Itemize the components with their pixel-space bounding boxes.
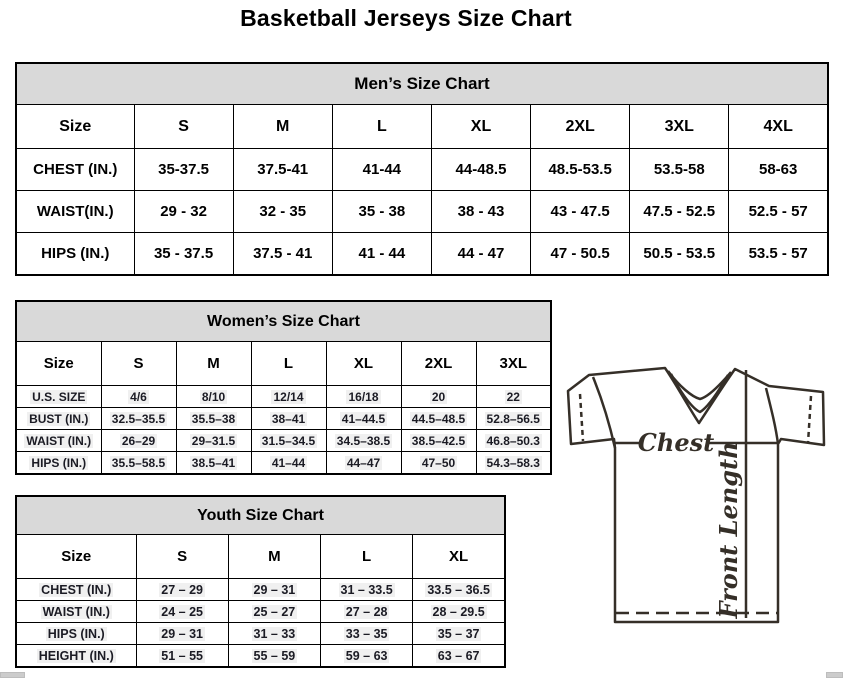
size-value-cell: 47 - 50.5 bbox=[531, 233, 630, 276]
size-value-cell: 32 - 35 bbox=[233, 191, 332, 233]
size-header-label: Size bbox=[16, 535, 136, 579]
measurement-label bbox=[16, 386, 101, 408]
cell-text: 31 – 33 bbox=[253, 626, 296, 641]
measurement-label bbox=[16, 408, 101, 430]
size-value-cell bbox=[476, 386, 551, 408]
size-column-4xl: 4XL bbox=[729, 105, 828, 149]
cell-text: HIPS (IN.) bbox=[31, 455, 87, 470]
cell-text: HIPS (IN.) bbox=[47, 626, 105, 641]
size-column-xl: XL bbox=[326, 342, 401, 386]
measurement-label: CHEST (IN.) bbox=[16, 149, 134, 191]
size-value-cell: 53.5 - 57 bbox=[729, 233, 828, 276]
size-column-m: M bbox=[228, 535, 320, 579]
womens-measurement-row bbox=[16, 430, 551, 452]
youth-header-row bbox=[16, 496, 505, 535]
measurement-label bbox=[16, 601, 136, 623]
size-value-cell bbox=[101, 430, 176, 452]
size-value-cell bbox=[326, 408, 401, 430]
cell-text: 24 – 25 bbox=[161, 604, 203, 619]
cell-text: BUST (IN.) bbox=[29, 411, 89, 426]
size-value-cell: 41-44 bbox=[332, 149, 431, 191]
cell-text: WAIST (IN.) bbox=[26, 433, 92, 448]
jersey-measurement-diagram bbox=[562, 362, 839, 628]
size-value-cell bbox=[176, 386, 251, 408]
cell-text: 51 – 55 bbox=[161, 648, 203, 663]
cell-text: WAIST (IN.) bbox=[42, 604, 110, 619]
womens-measurement-row bbox=[16, 386, 551, 408]
size-value-cell: 35 - 38 bbox=[332, 191, 431, 233]
womens-table-title: Women’s Size Chart bbox=[16, 301, 551, 342]
cell-text: 41–44.5 bbox=[341, 411, 386, 426]
cell-text: 29–31.5 bbox=[191, 433, 236, 448]
youth-size-row bbox=[16, 535, 505, 579]
size-value-cell: 43 - 47.5 bbox=[531, 191, 630, 233]
cell-text: 32.5–35.5 bbox=[111, 411, 166, 426]
size-value-cell: 41 - 44 bbox=[332, 233, 431, 276]
womens-header-row bbox=[16, 301, 551, 342]
size-value-cell: 37.5-41 bbox=[233, 149, 332, 191]
size-value-cell bbox=[228, 645, 320, 668]
size-value-cell bbox=[251, 452, 326, 475]
cell-text: 38–41 bbox=[271, 411, 306, 426]
measurement-label bbox=[16, 452, 101, 475]
cell-text: 34.5–38.5 bbox=[336, 433, 391, 448]
size-value-cell bbox=[136, 601, 228, 623]
size-column-2xl: 2XL bbox=[531, 105, 630, 149]
size-column-m: M bbox=[233, 105, 332, 149]
cell-text: 27 – 29 bbox=[161, 582, 203, 597]
size-value-cell bbox=[401, 452, 476, 475]
size-column-s: S bbox=[136, 535, 228, 579]
measurement-label bbox=[16, 430, 101, 452]
jersey-outline-shape bbox=[568, 368, 824, 622]
mens-measurement-row bbox=[16, 191, 828, 233]
size-value-cell bbox=[321, 623, 413, 645]
cell-text: 31.5–34.5 bbox=[261, 433, 316, 448]
mens-table-title: Men’s Size Chart bbox=[16, 63, 828, 105]
size-column-m: M bbox=[176, 342, 251, 386]
size-value-cell bbox=[413, 645, 505, 668]
size-value-cell bbox=[251, 386, 326, 408]
cell-text: 33.5 – 36.5 bbox=[427, 582, 490, 597]
cell-text: 38.5–42.5 bbox=[411, 433, 466, 448]
size-value-cell bbox=[321, 645, 413, 668]
cell-text: HEIGHT (IN.) bbox=[38, 648, 114, 663]
cell-text: 54.3–58.3 bbox=[486, 455, 540, 470]
cell-text: CHEST (IN.) bbox=[41, 582, 112, 597]
cell-text: 33 – 35 bbox=[345, 626, 388, 641]
size-value-cell bbox=[321, 579, 413, 601]
measurement-label bbox=[16, 579, 136, 601]
size-value-cell bbox=[476, 408, 551, 430]
measurement-label bbox=[16, 645, 136, 668]
size-value-cell: 52.5 - 57 bbox=[729, 191, 828, 233]
size-value-cell: 50.5 - 53.5 bbox=[630, 233, 729, 276]
size-column-3xl: 3XL bbox=[630, 105, 729, 149]
size-value-cell: 38 - 43 bbox=[431, 191, 530, 233]
size-header-label: Size bbox=[16, 105, 134, 149]
cell-text: 25 – 27 bbox=[253, 604, 296, 619]
cell-text: 35.5–58.5 bbox=[111, 455, 166, 470]
size-value-cell: 47.5 - 52.5 bbox=[630, 191, 729, 233]
mens-size-table bbox=[15, 62, 829, 276]
page-title: Basketball Jerseys Size Chart bbox=[240, 5, 572, 31]
youth-measurement-row bbox=[16, 579, 505, 601]
cell-text: 59 – 63 bbox=[345, 648, 388, 663]
cell-text: 28 – 29.5 bbox=[432, 604, 485, 619]
cell-text: 12/14 bbox=[273, 389, 304, 404]
size-value-cell: 44 - 47 bbox=[431, 233, 530, 276]
measurement-label bbox=[16, 623, 136, 645]
size-column-l: L bbox=[251, 342, 326, 386]
cell-text: 44.5–48.5 bbox=[411, 411, 466, 426]
cell-text: U.S. SIZE bbox=[32, 389, 86, 404]
size-value-cell bbox=[413, 623, 505, 645]
cell-text: 41–44 bbox=[271, 455, 306, 470]
womens-size-table bbox=[15, 300, 552, 475]
womens-measurement-row bbox=[16, 408, 551, 430]
size-value-cell: 37.5 - 41 bbox=[233, 233, 332, 276]
size-value-cell bbox=[326, 452, 401, 475]
cell-text: 29 – 31 bbox=[253, 582, 296, 597]
size-value-cell bbox=[101, 408, 176, 430]
size-value-cell bbox=[251, 408, 326, 430]
cell-text: 16/18 bbox=[348, 389, 379, 404]
mens-header-row bbox=[16, 63, 828, 105]
cell-text: 26–29 bbox=[121, 433, 156, 448]
size-column-s: S bbox=[101, 342, 176, 386]
measurement-label: HIPS (IN.) bbox=[16, 233, 134, 276]
size-value-cell bbox=[326, 430, 401, 452]
cell-text: 63 – 67 bbox=[437, 648, 480, 663]
chest-label: Chest bbox=[637, 428, 715, 457]
size-value-cell: 35-37.5 bbox=[134, 149, 233, 191]
size-value-cell bbox=[228, 623, 320, 645]
size-value-cell bbox=[401, 386, 476, 408]
size-value-cell bbox=[176, 430, 251, 452]
size-value-cell bbox=[476, 430, 551, 452]
cell-text: 22 bbox=[506, 389, 520, 404]
youth-measurement-row bbox=[16, 645, 505, 668]
size-value-cell: 35 - 37.5 bbox=[134, 233, 233, 276]
cell-text: 20 bbox=[431, 389, 446, 404]
size-column-2xl: 2XL bbox=[401, 342, 476, 386]
cell-text: 35 – 37 bbox=[437, 626, 480, 641]
womens-measurement-row bbox=[16, 452, 551, 475]
cell-text: 46.8–50.3 bbox=[486, 433, 540, 448]
size-value-cell: 48.5-53.5 bbox=[531, 149, 630, 191]
horizontal-scrollbar-fragment-right[interactable] bbox=[826, 672, 843, 678]
size-value-cell bbox=[326, 386, 401, 408]
size-value-cell: 53.5-58 bbox=[630, 149, 729, 191]
cell-text: 4/6 bbox=[130, 389, 147, 404]
size-column-xl: XL bbox=[431, 105, 530, 149]
womens-size-row bbox=[16, 342, 551, 386]
youth-measurement-row bbox=[16, 623, 505, 645]
size-column-l: L bbox=[332, 105, 431, 149]
size-column-s: S bbox=[134, 105, 233, 149]
size-header-label: Size bbox=[16, 342, 101, 386]
size-column-xl: XL bbox=[413, 535, 505, 579]
size-value-cell bbox=[476, 452, 551, 475]
mens-measurement-row bbox=[16, 233, 828, 276]
size-value-cell bbox=[136, 623, 228, 645]
size-value-cell: 58-63 bbox=[729, 149, 828, 191]
cell-text: 8/10 bbox=[201, 389, 226, 404]
size-value-cell bbox=[176, 408, 251, 430]
cell-text: 35.5–38 bbox=[191, 411, 236, 426]
youth-size-table bbox=[15, 495, 506, 668]
size-value-cell bbox=[176, 452, 251, 475]
size-value-cell bbox=[101, 452, 176, 475]
size-value-cell bbox=[321, 601, 413, 623]
horizontal-scrollbar-fragment-left[interactable] bbox=[0, 672, 25, 678]
youth-table-title: Youth Size Chart bbox=[16, 496, 505, 535]
size-value-cell: 29 - 32 bbox=[134, 191, 233, 233]
size-value-cell bbox=[413, 601, 505, 623]
size-value-cell bbox=[228, 579, 320, 601]
front-length-label: Front Length bbox=[714, 441, 743, 619]
size-column-l: L bbox=[321, 535, 413, 579]
size-value-cell: 44-48.5 bbox=[431, 149, 530, 191]
size-value-cell bbox=[401, 430, 476, 452]
size-value-cell bbox=[401, 408, 476, 430]
mens-measurement-row bbox=[16, 149, 828, 191]
size-value-cell bbox=[228, 601, 320, 623]
cell-text: 27 – 28 bbox=[345, 604, 388, 619]
size-column-3xl: 3XL bbox=[476, 342, 551, 386]
mens-size-row bbox=[16, 105, 828, 149]
cell-text: 47–50 bbox=[421, 455, 456, 470]
size-value-cell bbox=[101, 386, 176, 408]
size-value-cell bbox=[136, 579, 228, 601]
cell-text: 38.5–41 bbox=[191, 455, 236, 470]
cell-text: 44–47 bbox=[346, 455, 381, 470]
cell-text: 52.8–56.5 bbox=[486, 411, 540, 426]
size-value-cell bbox=[136, 645, 228, 668]
size-value-cell bbox=[251, 430, 326, 452]
cell-text: 29 – 31 bbox=[161, 626, 203, 641]
size-value-cell bbox=[413, 579, 505, 601]
cell-text: 31 – 33.5 bbox=[340, 582, 393, 597]
measurement-label: WAIST(IN.) bbox=[16, 191, 134, 233]
youth-measurement-row bbox=[16, 601, 505, 623]
cell-text: 55 – 59 bbox=[253, 648, 296, 663]
